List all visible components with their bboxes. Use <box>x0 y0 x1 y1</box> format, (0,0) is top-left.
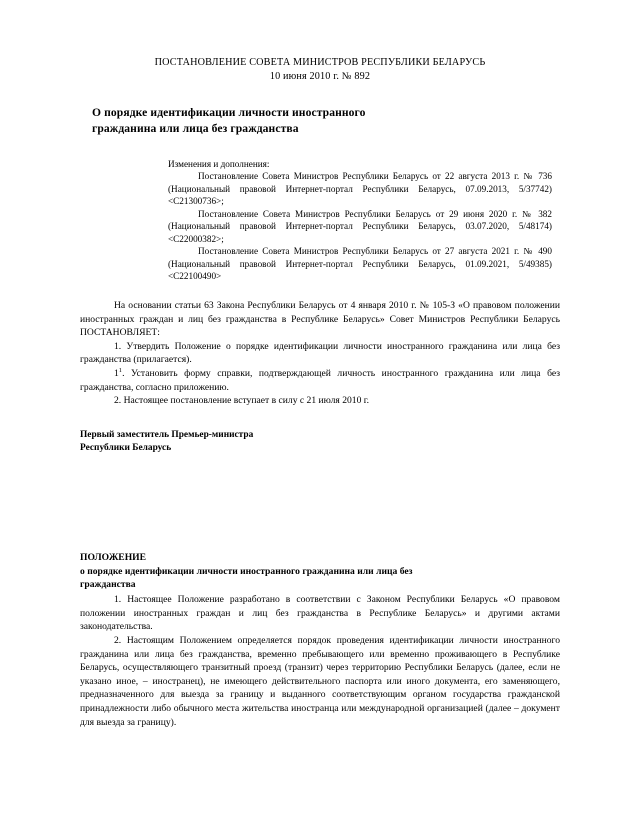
preamble-paragraph: На основании статьи 63 Закона Республики Беларусь от 4 января 2010 г. № 105-З «О правовом положении иностранных граждан и лиц без гражданства в Республике Беларусь» Совет Министров Республики Беларусь ПОСТАНОВЛЯЕТ: <box>80 299 560 339</box>
clause-2 <box>80 394 560 408</box>
page-title <box>92 105 560 138</box>
resolution-body <box>80 299 560 408</box>
signatory-country: Республики Беларусь <box>80 442 172 453</box>
clause-1-1-dot: . <box>122 368 125 380</box>
annex-clause-2-text: Настоящим Положением определяется порядок проведения идентификации личности иностранного гражданина или лица без гражданства, временно пребывающего или временно проживающего в Республике Беларусь, осуществляющего транзитный проезд (транзит) через территорию Республики Беларусь (далее, если не указано иное, – иностранец), не имеющего действительного паспорта или иного документа, его заменяющего, предназначенного для выезда за границу и выданного соответствующим органом государства гражданской принадлежности либо обычного места жительства иностранца или международной организацией (далее – документ для выезда за границу). <box>80 635 560 728</box>
annex-body <box>80 593 560 729</box>
annex-clause-2 <box>80 634 560 729</box>
clause-1-1 <box>80 367 560 394</box>
clause-1-1-text: Установить форму справки, подтверждающей личность иностранного гражданина или лица без гражданства, согласно приложению. <box>80 368 560 393</box>
annex-clause-2-number: 2. <box>114 635 122 647</box>
annex-clause-1-number: 1. <box>114 594 122 606</box>
header-date-number-line: 10 июня 2010 г. № 892 <box>269 71 371 83</box>
amendment-entry: Постановление Совета Министров Республики Беларусь от 22 августа 2013 г. № 736 (Национальный правовой Интернет-портал Республики Беларусь, 07.09.2013, 5/37742) <C21300736>; <box>168 171 552 207</box>
annex-title <box>80 551 560 592</box>
clause-1-1-superscript: 1 <box>118 366 123 374</box>
page-title-line-1: О порядке идентификации личности иностранного <box>92 105 366 119</box>
annex-title-line-3: гражданства <box>80 579 136 591</box>
header-title-line: ПОСТАНОВЛЕНИЕ СОВЕТА МИНИСТРОВ РЕСПУБЛИКИ БЕЛАРУСЬ <box>154 57 486 68</box>
annex-title-line-1: ПОЛОЖЕНИЕ <box>80 551 147 563</box>
amendment-entry: Постановление Совета Министров Республики Беларусь от 27 августа 2021 г. № 490 (Национальный правовой Интернет-портал Республики Беларусь, 01.09.2021, 5/49385) <C22100490> <box>168 246 552 282</box>
amendments-caption: Изменения и дополнения: <box>168 158 270 169</box>
signatory-position: Первый заместитель Премьер-министра <box>80 429 254 440</box>
annex-clause-1 <box>80 593 560 634</box>
clause-1-text: Утвердить Положение о порядке идентификации личности иностранного гражданина или лица без гражданства (прилагается). <box>80 340 561 366</box>
amendment-entry: Постановление Совета Министров Республики Беларусь от 29 июня 2020 г. № 382 (Национальный правовой Интернет-портал Республики Беларусь, 03.07.2020, 5/48174) <C22000382>; <box>168 208 552 244</box>
clause-1 <box>80 340 560 367</box>
clause-1-1-number: 1 <box>114 368 119 380</box>
annex-block <box>80 551 560 730</box>
amendments-block <box>168 158 552 283</box>
annex-title-line-2: о порядке идентификации личности иностранного гражданина или лица без <box>80 565 413 577</box>
signature-block <box>80 429 560 455</box>
clause-2-text: Настоящее постановление вступает в силу с 21 июля 2010 г. <box>123 395 370 407</box>
document-header <box>80 56 560 84</box>
page-title-line-2: гражданина или лица без гражданства <box>92 122 299 136</box>
clause-2-number: 2. <box>114 395 122 407</box>
annex-clause-1-text: Настоящее Положение разработано в соответствии с Законом Республики Беларусь «О правовом положении иностранных граждан и лиц без гражданства в Республике Беларусь» и другими актами законодательства. <box>80 594 560 633</box>
clause-1-number: 1. <box>114 340 122 352</box>
